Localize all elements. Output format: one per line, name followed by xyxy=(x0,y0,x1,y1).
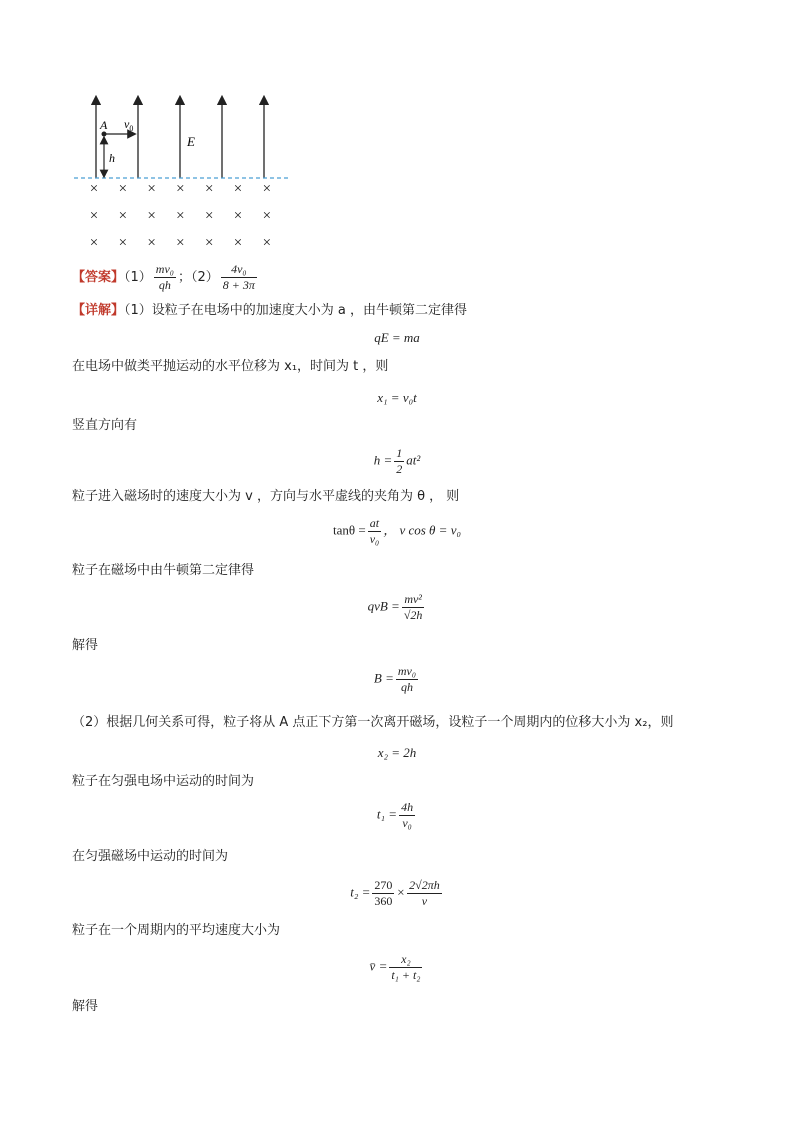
cross-mark: × xyxy=(262,235,272,251)
cross-mark: × xyxy=(176,235,185,251)
cross-mark: × xyxy=(89,181,99,197)
detail-line-3: 竖直方向有 xyxy=(72,418,138,433)
equation-4: tanθ = $\frac{at}{\text{v₀}}$ ， v cos θ = v₀ xyxy=(332,516,461,546)
detail-line-6: 解得 xyxy=(72,638,99,653)
cross-mark: × xyxy=(204,181,214,197)
equation-6: B = $\frac{\text{mv₀}}{qh}$ xyxy=(373,664,417,694)
equation-2: x₁ = v₀t xyxy=(377,390,417,405)
height-label: h xyxy=(109,151,115,165)
answer-1: $\frac{\text{mv₀}}{qh}$ xyxy=(155,262,174,292)
cross-mark: × xyxy=(262,181,272,197)
equation-8: t₁ = $\frac{4h}{\text{v₀}}$ xyxy=(376,800,414,830)
cross-mark: × xyxy=(147,208,156,224)
equation-3: h = $\frac{1}{2}$ at² xyxy=(373,446,421,476)
answer-2: $\frac{\text{4v₀}}{8 + 3\pi}$ xyxy=(222,262,255,292)
equation-10: v̄ = $\frac{\text{x₂}}{\text{t₁ + t₂}}$ xyxy=(369,952,421,982)
equation-5: qvB = $\frac{\text{mv²}}{√2h}$ xyxy=(367,592,423,622)
cross-mark: × xyxy=(147,181,156,197)
cross-mark: × xyxy=(262,208,272,224)
cross-mark: × xyxy=(204,235,214,251)
cross-mark: × xyxy=(176,181,185,197)
answer-line: 【答案】（1） $\frac{\text{mv₀}}{qh}$ ；（2） $\frac{\text{4v₀}}{8 + 3\pi}$ xyxy=(72,262,255,292)
equation-1: qE = ma xyxy=(374,330,420,345)
detail-line-5: 粒子在磁场中由牛顿第二定律得 xyxy=(72,563,255,578)
cross-mark: × xyxy=(176,208,185,224)
detail-line-2: 在电场中做类平抛运动的水平位移为 x₁，时间为 t ，则 xyxy=(72,359,389,374)
velocity-label: $v_0$ xyxy=(124,117,134,133)
cross-mark: × xyxy=(118,181,128,197)
detail-line-8: 粒子在匀强电场中运动的时间为 xyxy=(72,774,255,789)
cross-mark: × xyxy=(233,235,243,251)
cross-mark: × xyxy=(233,208,243,224)
equation-7: x₂ = 2h xyxy=(377,745,417,760)
detail-line-4: 粒子进入磁场时的速度大小为 v ，方向与水平虚线的夹角为 θ ， 则 xyxy=(72,489,460,504)
answer-tag: 【答案】 xyxy=(72,270,125,285)
equation-9: t₂ = $\frac{270}{360}$ × $\frac{2√2\pi h}{v}$ xyxy=(350,878,440,908)
cross-mark: × xyxy=(233,181,243,197)
detail-tag: 【详解】 xyxy=(72,303,125,318)
detail-line-9: 在匀强磁场中运动的时间为 xyxy=(72,849,229,864)
magnetic-field-crosses xyxy=(90,181,271,251)
cross-mark: × xyxy=(118,235,128,251)
detail-line-10: 粒子在一个周期内的平均速度大小为 xyxy=(72,923,281,938)
cross-mark: × xyxy=(204,208,214,224)
field-label: E xyxy=(187,134,195,149)
detail-line-7: （2）根据几何关系可得，粒子将从 A 点正下方第一次离开磁场，设粒子一个周期内的位移大小为 x₂，则 xyxy=(72,715,674,730)
detail-line-11: 解得 xyxy=(72,999,99,1014)
cross-mark: × xyxy=(89,208,99,224)
cross-mark: × xyxy=(89,235,99,251)
point-a-label: A xyxy=(100,118,108,132)
cross-mark: × xyxy=(147,235,156,251)
detail-line-1: 【详解】（1）设粒子在电场中的加速度大小为 a ，由牛顿第二定律得 xyxy=(72,303,468,318)
physics-figure xyxy=(70,92,300,252)
cross-mark: × xyxy=(118,208,128,224)
